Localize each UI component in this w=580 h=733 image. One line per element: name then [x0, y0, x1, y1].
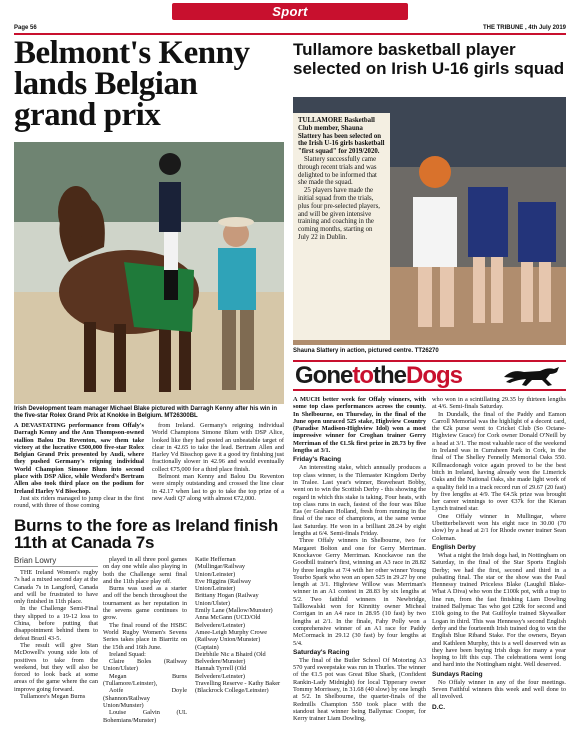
dogs-para: Three Offaly winners in Shelbourne, two for Margaret Bolton and one for Gerry Merriman. Knockavoe Gerry Merriman. Knockavoe ran the Goodbill trainer's first, winning an A3 race in 28.82 by three lengths at 7/4 with her other winner Young Tourbo Spark who won an open 525 in 29.27 by one length at 3/1. Highview Willow was Merriman's winner in an A1 contest in 28.83 by six lengths at 5/2. Two faithful winners in Newbridge, Tallkowalski won for Kinnitty owner Micheal Corrigan in an A4 race in 28.95 (10 fast) by two lengths at 2/1. In the finale, Fahy Polly won a comprehensive winner of an A1 race for Paddy McCormack in 29.12 (30 fast) by four lengths at 5/4.	[293, 537, 426, 647]
dogs-column-2	[432, 396, 566, 711]
squad-member: Travelling Reserve - Kathy Baker (Blackrock College/Leinster)	[195, 680, 281, 695]
burns-para: played in all three pool games on day one while also playing in both the Challenge semi final and the 11th place play off.	[103, 556, 187, 585]
dogs-banner-word: the	[373, 362, 406, 389]
kenny-headline-block	[14, 35, 284, 133]
squad-member: Hannah Tyrrell (Old Belvedere/Leinster)	[195, 665, 247, 680]
basketball-text-box	[293, 113, 390, 340]
burns-para: Aoife Doyle (Shannon/Railway Union/Munster)	[103, 687, 187, 709]
squad-member: Emily Lane (Mallow/Munster)	[195, 607, 273, 615]
kenny-para: from Ireland. Germany's reigning individual World Champions Simone Blum with DSP Alice, looked like they had posted an unbeatable target of clear in 42.65 to take the lead. Bertram Allen and Harley Vd Bisschop gave it a good try finishing just fractionally slower in 42.96 and would eventually collect €75,000 for a third place finish.	[152, 422, 284, 473]
squad-member: Brittany Hogan (Railway Union/Ulster)	[195, 592, 259, 607]
dogs-para: The final of the Butler School Of Motoring A3 570 yard sweepstake was run in Thurles. The winner of the €1.5 pot was Great Blue Shark, (Confident Rankin-Lady Midnight) for local Tipperary owner Tommy Morrissey, in 31.68 (40 slow) by one length at 5/2. In Shelbourne, the quarter-finals of the Redmills Champion 550 took place with the standout heat winner being Ballymac Cooper, for Kerry trainer Liam Dowling,	[293, 656, 426, 723]
page-number: Page 56	[14, 25, 37, 31]
kenny-para: A DEVASTATING performance from Offaly's Darragh Kenny and the Ann Thompson-owned stallion Balou Du Reventon, saw them take victory at the lucrative €500,000 five-star Rolex Belgian Grand Prix presented by Audi, where they pushed Germany's reigning individual World Champion Simone Blum into second place with DSP Alice, while Wexford's Bertram Allen also took third place on the podium for Ireland Harley Vd Bisschop.	[14, 422, 144, 495]
basketball-para: Slattery successfully came through recent trials and was delighted to be informed that she made the squad.	[298, 155, 377, 187]
dogs-para: In Dundalk, the final of the Paddy and Eamon Carroll Memorial was the highlight of a decent card, the €2k purse went to Cricket Club (So Octane-Highview Grace) for Cork owner Donald O'Neill by a head at 3/1. The most valuable race of the weekend in Ireland was in Curraheen Park in Cork, in the final of The Shelley Fennelly Memorial Oaks 550. Killmacdonagh voice again proved to be the best bitch in Ireland, having already won the Limerick Oaks and the National Oaks, she made light work of a quality field in a track record run of 29.67 (20 fast) by five lengths at 4/9. The €4.5k prize was brought her career winnings to over €37k for the Kieran Lynch trained star.	[432, 410, 566, 513]
burns-para: Tullamore's Megan Burns	[20, 693, 86, 701]
dogs-subheading: Friday's Racing	[293, 456, 342, 464]
paper-date: THE TRIBUNE , 4th July 2019	[482, 25, 566, 31]
burns-column-3	[195, 556, 284, 695]
kenny-caption: Irish Development team manager Michael Blake pictured with Darragh Kenny after his win in the five-star Rolex Grand Prix at Knokke in Belgium. MT26300BL	[14, 406, 278, 419]
page-header	[0, 0, 580, 34]
burns-para: Megan Burns (Tullamore/Leinster),	[103, 672, 187, 688]
dogs-column-1	[293, 396, 426, 722]
kenny-para: Belmont man Kenny and Balou Du Reventon were simply outstanding and crossed the line clear in 42.17 when last to go to take the top prize of a new Audi Q7 along with almost €72,000.	[152, 473, 284, 502]
dogs-banner-title	[295, 362, 462, 390]
gone-to-the-dogs-banner	[293, 360, 566, 391]
dogs-subheading: English Derby	[432, 543, 476, 551]
basketball-para: 25 players have made the initial squad from the trials, plus four pre-selected players, and will be given intensive training and coaching in the coming months, starting on July 22 in Dublin.	[298, 187, 380, 241]
kenny-para: Just six riders managed to jump clear in the first round, with three of those coming	[14, 494, 144, 510]
kenny-headline: Belmont's Kenny lands Belgian grand prix	[14, 35, 250, 133]
dogs-para: who won in a scintillating 29.35 by thirteen lengths at 4/6. Semi-finals Saturday.	[432, 396, 566, 411]
basketball-para: TULLAMORE Basketball Club member, Shauna Slattery has been selected on the Irish U-16 girls basketball "first squad" for 2019/2020.	[298, 117, 385, 156]
squad-member: Eve Higgins (Railway Union/Leinster)	[195, 577, 251, 593]
kenny-column-1	[14, 422, 144, 510]
burns-para: Ireland Squad:	[109, 650, 146, 658]
basketball-headline: Tullamore basketball player selected on Irish U-16 girls squad	[293, 40, 565, 78]
dogs-banner-word: Dogs	[406, 362, 462, 389]
dogs-para: What a night the Irish dogs had, in Nottingham on Saturday, in the final of the Star Sports English Derby; we had the first, second and third in a pulsating final. The star or the show was the Paul Hennessy trained Priceless Blake (Laughil Blake-What A Diva) who won the £100k pot, with a trap to line run, from the fast finishing Liam Dowling trained Ballymac Tas who got £20k for second and £10k going to the Pat Guilfoyle trained Skywalker Logan in third. This was Hennessy's second English derby and the fourteenth Irish trained dog to win the English Blue Riband Stake. For the owners, Bryan and Kathleen Murphy, this is a well deserved win as they have been buying Irish dogs for many a year hoping to lift this cup. The celebrations went long and hard into the Nottingham night. Well deserved.	[432, 551, 566, 669]
horse-rider-illustration	[14, 142, 284, 404]
dogs-signoff: D.C.	[432, 703, 445, 711]
dogs-para: A MUCH better week for Offaly winners, with some top class performances across the county. In Shelbourne, on Thursday, in the final of the June open unraced 525 stake, Highview Country (Paradise Madison-Highview Idol) won a most impressive winner for Croghan trainer Gerry Merriman of the €1.5k first prize in 28.73 by five lengths at 3/1.	[293, 396, 426, 455]
section-label: Sport	[272, 4, 308, 19]
burns-para: Louise Galvin (UL Bohemians/Munster)	[103, 709, 187, 724]
burns-column-1	[14, 569, 98, 700]
burns-para: In the Challenge Semi-Final they slipped to a 19-12 loss to China, before putting that disappointment behind them to defeat Brazil 43-5.	[14, 605, 98, 642]
burns-para: Claire Boles (Railway Union/Ulster)	[103, 658, 187, 673]
burns-para: Burns was used as a starter and off the bench throughout the tournament as her reputation in the sevens game continues to grow.	[103, 585, 187, 622]
burns-byline: Brian Lowry	[14, 556, 98, 567]
squad-member: Anna McGann (UCD/Old Belvedere/Leinster)	[195, 614, 261, 629]
dogs-subheading: Sundays Racing	[432, 670, 483, 678]
burns-para: The final round of the HSBC World Rugby Women's Sevens Series takes place in Biarritz on the 15th and 16th June.	[103, 621, 187, 651]
kenny-column-2	[152, 422, 284, 502]
greyhound-icon	[502, 363, 562, 389]
dogs-para: One Offaly winner in Mullingar, where Ubettterbelieveit won his eight race in 30.00 (70 slow) by a head at 2/1 for Rhode owner trainer Sean Coleman.	[432, 512, 566, 542]
squad-member: Amee-Leigh Murphy Crowe (Railway Union/Munster) (Captain)	[195, 628, 268, 651]
dogs-subheading: Saturday's Racing	[293, 648, 350, 656]
section-banner	[172, 3, 408, 20]
dogs-para: An interesting stake, which annually produces a top class winner, is the Tilemaster Kingdom Derby in Tralee. Last year's winner, Braveheart Bobby, went on to win the Scottish Derby - this showing the regard in which this stake is taking. Four heats, with top class runs in each, fastest of the four was Blue Eas (er Graham Holland, fresh from running in the final of the race of champions, at the same venue last Saturday. He won in a brilliant 28.24 by eight lengths at 6/4. Semi-finals Friday.	[293, 464, 426, 538]
squad-member: Katie Heffernan (Mullingar/Railway Union/Leinster)	[195, 556, 246, 578]
basketball-caption: Shauna Slattery in action, pictured centre. TT26270	[293, 348, 439, 354]
dogs-banner-word: to	[352, 362, 373, 389]
basketball-body	[298, 117, 385, 242]
burns-para: THE Ireland Women's rugby 7s had a mixed second day at the Canada 7s in Langford, Canada and will be frustrated to have only finished in 11th place.	[14, 569, 98, 606]
squad-member: Deirbhile Nic a Bhaird (Old Belvedere/Munster)	[195, 650, 266, 666]
kenny-photo	[14, 142, 284, 404]
dogs-para: No Offaly winner in any of the four meetings. Seven Faithful winners this week and well done to all involved.	[432, 678, 566, 701]
burns-headline: Burns to the fore as Ireland finish 11th at Canada 7s	[14, 516, 279, 552]
dogs-banner-word: Gone	[295, 362, 353, 389]
burns-para: The result will give Stan McDowell's young side lots of positives to take from the weekend, but they will also be forced to look back at some areas of the game where the can improve going forward.	[14, 641, 98, 693]
burns-column-2	[103, 556, 187, 724]
